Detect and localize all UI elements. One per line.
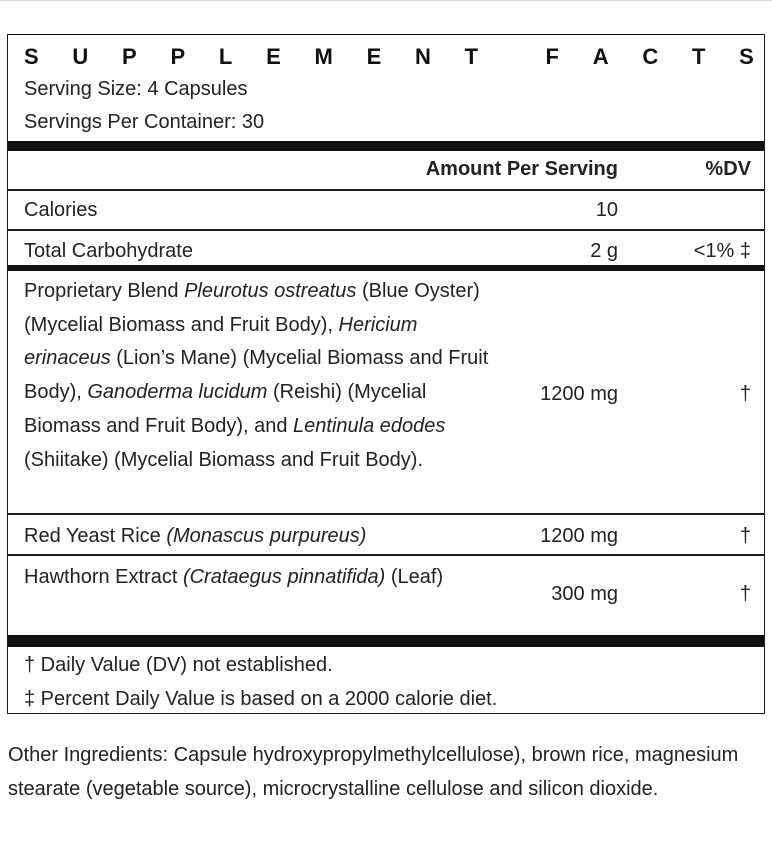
blend-dv: † — [739, 383, 751, 405]
row-divider — [8, 554, 764, 556]
thick-divider — [8, 141, 764, 151]
medium-divider — [8, 265, 764, 271]
other-ingredients: Other Ingredients: Capsule hydroxypropylmethylcellulose), brown rice, magnesium stearate (vegetable source), microcrystalline cellulose and silicon dioxide. — [8, 744, 739, 800]
title-letter: N — [414, 44, 431, 69]
amount-header: Amount Per Serving — [425, 158, 618, 180]
title-letter: E — [266, 44, 281, 69]
dagger-note: † Daily Value (DV) not established. — [24, 654, 333, 676]
blend-description: Proprietary Blend Pleurotus ostreatus (Blue Oyster) (Mycelial Biomass and Fruit Body), Hericium erinaceus (Lion’s Mane) (Mycelial Biomass and Fruit Body), Ganoderma lucidum (Reishi) (Mycelial Biomass and Fruit Body), and Lentinula edodes (Shiitake) (Mycelial Biomass and Fruit Body). — [24, 280, 489, 471]
title-letter: S — [739, 44, 754, 69]
title-letter: U — [72, 44, 89, 69]
title-letter: F — [545, 44, 559, 69]
title-letter: P — [122, 44, 137, 69]
calories-amount: 10 — [595, 199, 618, 221]
top-divider — [0, 0, 772, 1]
panel-title — [24, 39, 754, 75]
red-yeast-label: Red Yeast Rice (Monascus purpureus) — [24, 525, 367, 547]
title-letter: T — [691, 44, 706, 69]
hawthorn-amount: 300 mg — [551, 583, 618, 605]
hawthorn-label: Hawthorn Extract (Crataegus pinnatifida) (Leaf) — [24, 566, 444, 588]
red-yeast-dv: † — [739, 525, 751, 547]
double-dagger-note: ‡ Percent Daily Value is based on a 2000 calorie diet. — [24, 688, 498, 710]
calories-label: Calories — [24, 199, 98, 221]
title-letter: E — [366, 44, 382, 69]
carbs-dv: <1% ‡ — [693, 240, 751, 262]
supplement-facts-panel — [7, 34, 765, 714]
title-letter: M — [314, 44, 333, 69]
row-divider — [8, 189, 764, 191]
title-letter: L — [218, 44, 233, 69]
carbs-label: Total Carbohydrate — [24, 240, 193, 262]
title-letter: S — [24, 44, 39, 69]
dv-header: %DV — [705, 158, 751, 180]
title-letter: P — [170, 44, 186, 69]
row-divider — [8, 513, 764, 515]
blend-amount: 1200 mg — [540, 383, 618, 405]
title-letter: T — [464, 44, 479, 69]
thick-divider — [8, 635, 764, 647]
hawthorn-dv: † — [739, 583, 751, 605]
carbs-amount: 2 g — [590, 240, 618, 262]
title-letter: C — [642, 44, 659, 69]
red-yeast-amount: 1200 mg — [540, 525, 618, 547]
row-divider — [8, 229, 764, 231]
serving-size: Serving Size: 4 Capsules — [24, 78, 248, 100]
servings-per-container: Servings Per Container: 30 — [24, 111, 265, 133]
title-letter: A — [592, 44, 609, 69]
